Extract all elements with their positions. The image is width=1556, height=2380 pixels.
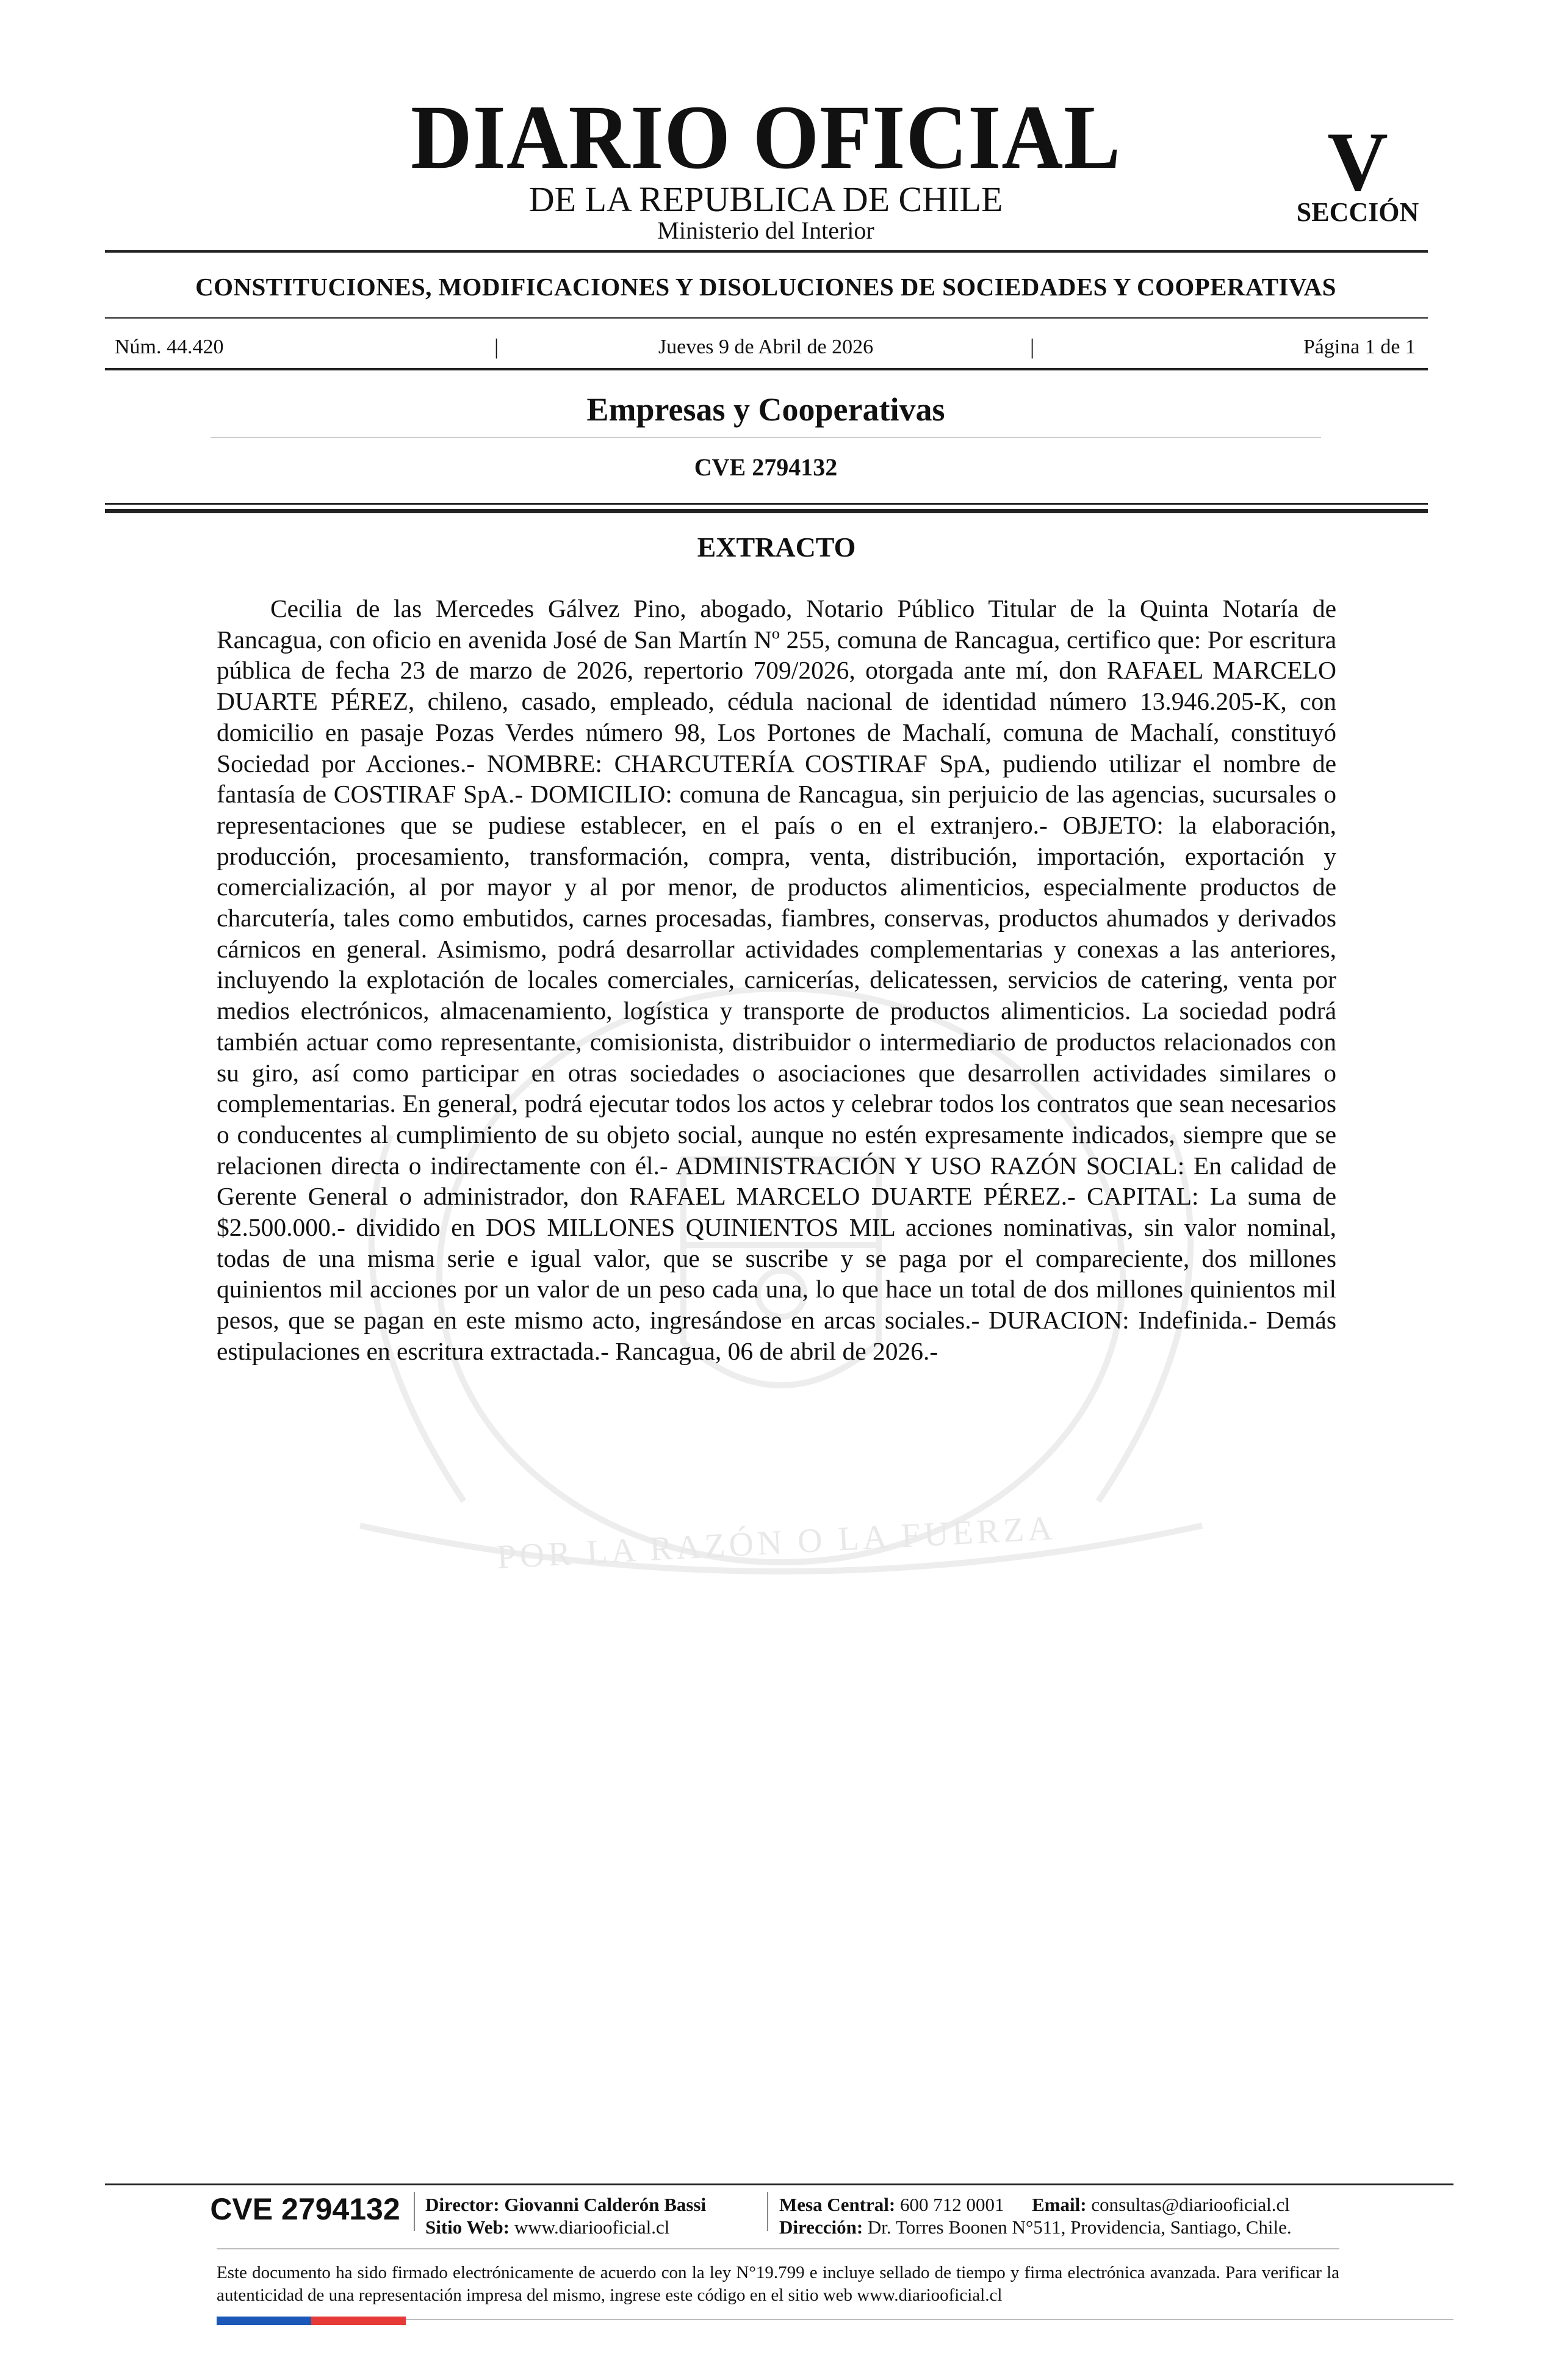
double-rule-bottom bbox=[105, 509, 1428, 513]
masthead-divider-top bbox=[105, 250, 1428, 253]
director-name: Giovanni Calderón Bassi bbox=[504, 2194, 707, 2215]
issue-page: Página 1 de 1 bbox=[1303, 336, 1416, 358]
address-label: Dirección: bbox=[779, 2216, 863, 2238]
website-link[interactable]: www.diariooficial.cl bbox=[514, 2216, 670, 2238]
footer-contact bbox=[779, 2195, 1290, 2214]
section-heading: Empresas y Cooperativas bbox=[586, 391, 945, 428]
section-label: SECCIÓN bbox=[1296, 197, 1419, 227]
footer-bottom-rule bbox=[406, 2319, 1453, 2320]
section-roman-numeral: V bbox=[1327, 115, 1388, 208]
footer-director bbox=[425, 2195, 706, 2214]
website-label: Sitio Web: bbox=[425, 2216, 510, 2238]
section-heading-underline bbox=[211, 437, 1321, 438]
watermark-motto: POR LA RAZÓN O LA FUERZA bbox=[495, 1509, 1057, 1576]
footer-website bbox=[425, 2218, 669, 2237]
footer-cve-code: CVE 2794132 bbox=[210, 2192, 400, 2226]
footer-address bbox=[779, 2218, 1292, 2237]
extract-body-text: Cecilia de las Mercedes Gálvez Pino, abogado, Notario Público Titular de la Quinta Notaría de Rancagua, con oficio en avenida José de San Martín Nº 255, comuna de Rancagua, certifico que: Por escritura pública de fecha 23 de marzo de 2026, repertorio 709/2026, otorgada ante mí, don RAFAEL MARCELO DUARTE PÉREZ, chileno, casado, empleado, cédula nacional de identidad número 13.946.205-K, con domicilio en pasaje Pozas Verdes número 98, Los Portones de Machalí, comuna de Machalí, constituyó Sociedad por Acciones.- NOMBRE: CHARCUTERÍA COSTIRAF SpA, pudiendo utilizar el nombre de fantasía de COSTIRAF SpA.- DOMICILIO: comuna de Rancagua, sin perjuicio de las agencias, sucursales o representaciones que se pudiese establecer, en el país o en el extranjero.- OBJETO: la elaboración, producción, procesamiento, transformación, compra, venta, distribución, importación, exportación y comercialización, al por mayor y al por menor, de productos alimenticios, especialmente productos de charcutería, tales como embutidos, carnes procesadas, fiambres, conservas, productos ahumados y derivados cárnicos en general. Asimismo, podrá desarrollar actividades complementarias y conexas a las anteriores, incluyendo la explotación de locales comerciales, carnicerías, delicatessen, servicios de catering, venta por medios electrónicos, almacenamiento, logística y transporte de productos alimenticios. La sociedad podrá también actuar como representante, comisionista, distribuidor o intermediario de productos relacionados con su giro, así como participar en otras sociedades o asociaciones que desarrollen actividades similares o complementarias. En general, podrá ejecutar todos los actos y celebrar todos los contratos que sean necesarios o conducentes al cumplimiento de su objeto social, aunque no estén expresamente indicados, siempre que se relacionen directa o indirectamente con él.- ADMINISTRACIÓN Y USO RAZÓN SOCIAL: En calidad de Gerente General o administrador, don RAFAEL MARCELO DUARTE PÉREZ.- CAPITAL: La suma de $2.500.000.- dividido en DOS MILLONES QUINIENTOS MIL acciones nominativas, sin valor nominal, todas de una misma serie e igual valor, que se suscribe y se paga por el compareciente, dos millones quinientos mil acciones por un valor de un peso cada una, lo que hace un total de dos millones quinientos mil pesos, que se pagan en este mismo acto, ingresándose en arcas sociales.- DURACION: Indefinida.- Demás estipulaciones en escritura extractada.- Rancagua, 06 de abril de 2026.- bbox=[217, 594, 1336, 1365]
email-link[interactable]: consultas@diariooficial.cl bbox=[1091, 2194, 1290, 2215]
issue-date: Jueves 9 de Abril de 2026 bbox=[658, 336, 874, 358]
phone-label: Mesa Central: bbox=[779, 2194, 896, 2215]
flag-stripe-blue bbox=[217, 2317, 311, 2325]
double-rule-top bbox=[105, 503, 1428, 505]
footer-separator bbox=[414, 2192, 415, 2231]
footer-signature-notice: Este documento ha sido firmado electrónicamente de acuerdo con la ley N°19.799 e incluye sellado de tiempo y firma electrónica avanzada. Para verificar la autenticidad de una representación impresa del mismo, ingrese este código en el sitio web www.diariooficial.cl bbox=[217, 2263, 1339, 2305]
category-divider-bottom bbox=[105, 317, 1428, 319]
issue-separator: | bbox=[494, 334, 499, 359]
footer-mid-rule bbox=[217, 2248, 1339, 2249]
address-text: Dr. Torres Boonen N°511, Providencia, Santiago, Chile. bbox=[867, 2216, 1292, 2238]
phone-number: 600 712 0001 bbox=[900, 2194, 1004, 2215]
masthead-ministry: Ministerio del Interior bbox=[657, 217, 874, 244]
masthead-subtitle: DE LA REPUBLICA DE CHILE bbox=[528, 179, 1003, 219]
footer-top-rule bbox=[105, 2183, 1453, 2185]
footer-separator bbox=[767, 2192, 768, 2231]
issue-number: Núm. 44.420 bbox=[115, 336, 224, 358]
issue-separator: | bbox=[1030, 334, 1035, 359]
flag-stripe-red bbox=[311, 2317, 406, 2325]
issue-divider bbox=[105, 368, 1428, 370]
director-label: Director: bbox=[425, 2194, 500, 2215]
email-label: Email: bbox=[1032, 2194, 1087, 2215]
category-title: CONSTITUCIONES, MODIFICACIONES Y DISOLUCIONES DE SOCIEDADES Y COOPERATIVAS bbox=[195, 273, 1336, 301]
masthead-title: DIARIO OFICIAL bbox=[410, 87, 1122, 188]
cve-heading: CVE 2794132 bbox=[694, 453, 838, 481]
extract-title: EXTRACTO bbox=[697, 532, 856, 563]
